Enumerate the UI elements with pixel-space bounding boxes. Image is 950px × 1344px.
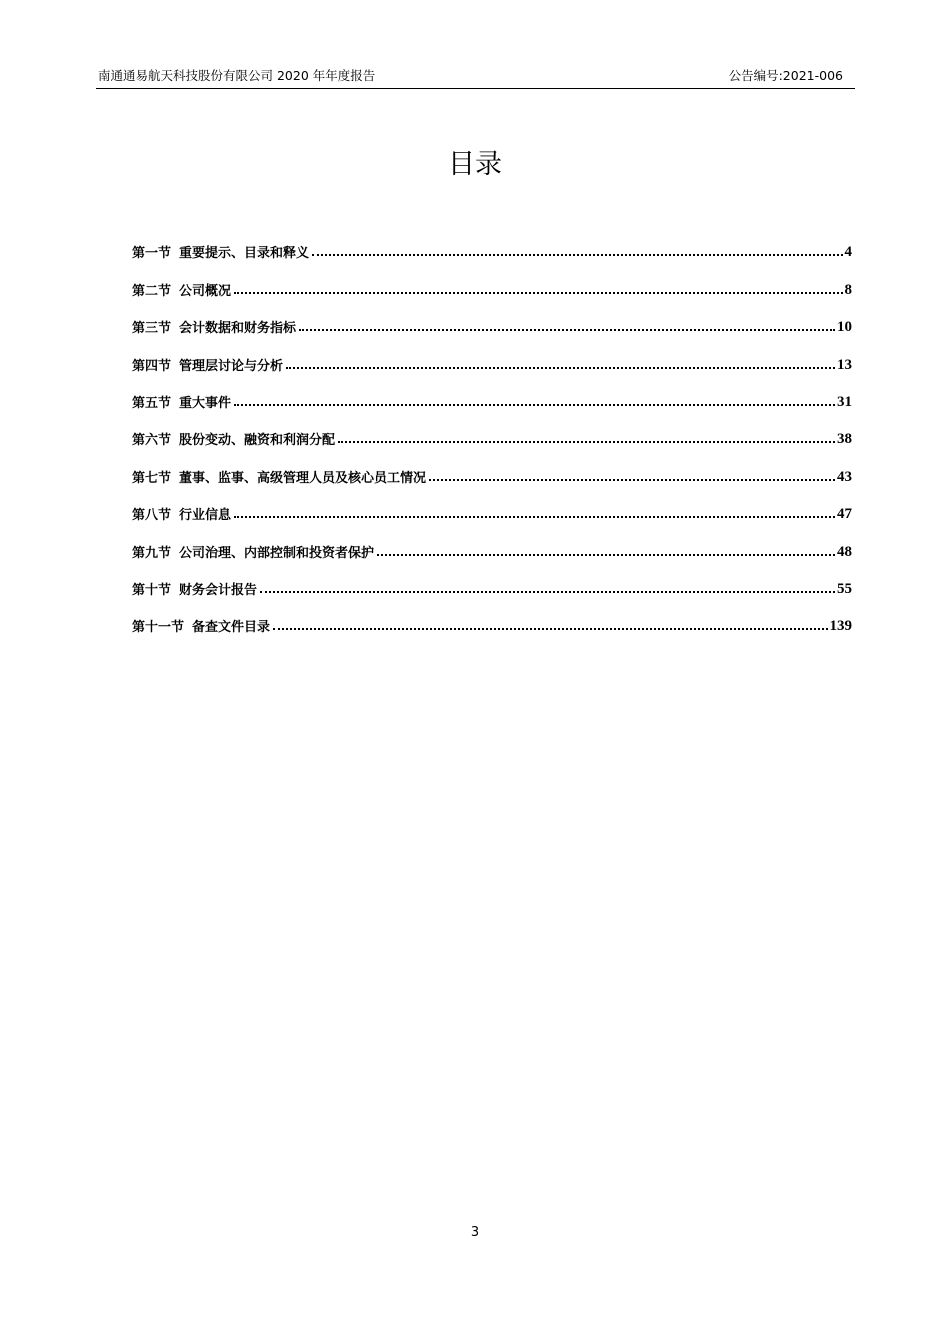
toc-entry-6[interactable] xyxy=(132,411,852,448)
toc-section-label: 管理层讨论与分析 xyxy=(179,358,284,374)
toc-section-label: 股份变动、融资和利润分配 xyxy=(179,433,336,449)
toc-page-number: 48 xyxy=(837,543,852,560)
toc-entry-7[interactable] xyxy=(132,448,852,485)
toc-leader-dots xyxy=(338,441,835,443)
toc-entry-2[interactable] xyxy=(132,261,852,298)
toc-page-number: 4 xyxy=(844,244,852,261)
toc-section-number: 第十一节 xyxy=(132,620,185,636)
toc-leader-dots xyxy=(260,591,835,593)
toc-page-number: 10 xyxy=(837,319,852,336)
toc-leader-dots xyxy=(429,479,835,481)
announcement-number: 公告编号:2021-006 xyxy=(728,68,843,83)
report-title: 南通通易航天科技股份有限公司 2020 年年度报告 xyxy=(98,68,376,83)
toc-section-label: 备查文件目录 xyxy=(192,620,271,636)
toc-entry-5[interactable] xyxy=(132,374,852,411)
toc-leader-dots xyxy=(377,554,835,556)
toc-entry-3[interactable] xyxy=(132,299,852,336)
toc-leader-dots xyxy=(312,254,842,256)
toc-section-label: 公司治理、内部控制和投资者保护 xyxy=(179,545,375,561)
toc-leader-dots xyxy=(234,516,835,518)
toc-entry-10[interactable] xyxy=(132,561,852,598)
toc-section-number: 第五节 xyxy=(132,395,172,411)
page-number: 3 xyxy=(470,1225,480,1240)
toc-section-label: 公司概况 xyxy=(179,283,232,299)
toc-section-label: 重大事件 xyxy=(179,395,232,411)
page-header xyxy=(96,66,855,89)
toc-page-number: 8 xyxy=(844,281,852,298)
toc-leader-dots xyxy=(273,628,827,630)
toc-section-number: 第七节 xyxy=(132,470,172,486)
toc-entry-9[interactable] xyxy=(132,523,852,560)
toc-section-number: 第三节 xyxy=(132,321,172,337)
toc-section-number: 第九节 xyxy=(132,545,172,561)
toc-section-label: 行业信息 xyxy=(179,508,232,524)
toc-section-number: 第一节 xyxy=(132,246,172,262)
toc-leader-dots xyxy=(234,404,835,406)
toc-page-number: 43 xyxy=(837,468,852,485)
toc-page-number: 38 xyxy=(837,431,852,448)
toc-page-number: 139 xyxy=(829,618,852,635)
toc-leader-dots xyxy=(234,292,842,294)
toc-section-label: 会计数据和财务指标 xyxy=(179,321,297,337)
toc-entry-8[interactable] xyxy=(132,486,852,523)
toc-leader-dots xyxy=(286,367,835,369)
toc-entry-1[interactable] xyxy=(132,224,852,261)
toc-page-number: 13 xyxy=(837,356,852,373)
toc-section-number: 第八节 xyxy=(132,508,172,524)
toc-page-number: 55 xyxy=(837,580,852,597)
toc-section-number: 第二节 xyxy=(132,283,172,299)
table-of-contents xyxy=(132,224,852,635)
toc-section-label: 财务会计报告 xyxy=(179,582,258,598)
toc-leader-dots xyxy=(299,329,835,331)
toc-section-number: 第四节 xyxy=(132,358,172,374)
page-title: 目录 xyxy=(448,149,502,180)
toc-page-number: 31 xyxy=(837,393,852,410)
toc-entry-11[interactable] xyxy=(132,598,852,635)
toc-entry-4[interactable] xyxy=(132,336,852,373)
toc-section-number: 第六节 xyxy=(132,433,172,449)
toc-section-label: 董事、监事、高级管理人员及核心员工情况 xyxy=(179,470,427,486)
toc-section-label: 重要提示、目录和释义 xyxy=(179,246,310,262)
toc-section-number: 第十节 xyxy=(132,582,172,598)
toc-page-number: 47 xyxy=(837,506,852,523)
